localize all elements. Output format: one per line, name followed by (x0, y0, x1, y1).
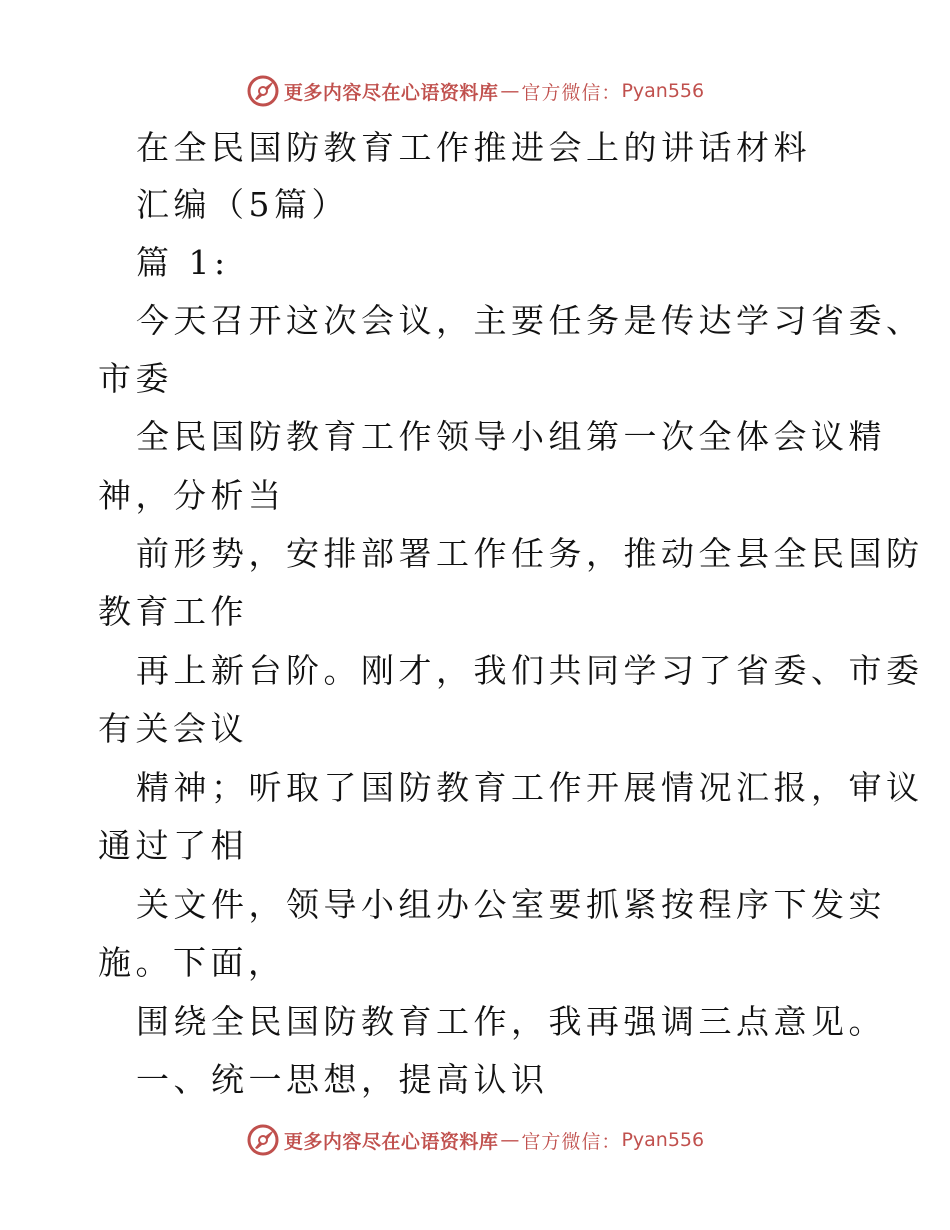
paragraph-line: 前形势，安排部署工作任务，推动全县全民国防 (136, 534, 924, 573)
footer-separator: — (500, 1129, 520, 1151)
title-line-2: 汇编（5篇） (136, 185, 349, 224)
subheading-line: 一、统一思想，提高认识 (136, 1060, 549, 1099)
paragraph-line: 今天召开这次会议，主要任务是传达学习省委、 (136, 301, 924, 340)
footer-wechat-id: Pyan556 (621, 1129, 705, 1151)
paragraph-line: 围绕全民国防教育工作，我再强调三点意见。 (136, 1002, 886, 1041)
footer-watermark-banner (0, 1120, 950, 1160)
footer-wechat-label: 官方微信： (521, 1130, 622, 1153)
paragraph-line: 施。下面， (98, 943, 286, 982)
paragraph-line: 有关会议 (98, 709, 248, 748)
paragraph-line: 精神；听取了国防教育工作开展情况汇报，审议 (136, 768, 924, 807)
header-wechat-id: Pyan556 (621, 80, 705, 102)
paragraph-line: 教育工作 (98, 592, 248, 631)
feather-logo-icon (246, 74, 280, 108)
paragraph-line: 再上新台阶。刚才，我们共同学习了省委、市委 (136, 651, 924, 690)
feather-logo-icon (246, 1123, 280, 1157)
header-wechat-label: 官方微信： (521, 81, 622, 104)
paragraph-line: 关文件，领导小组办公室要抓紧按程序下发实 (136, 885, 886, 924)
section-heading: 篇 1: (136, 243, 230, 282)
paragraph-line: 通过了相 (98, 826, 248, 865)
title-line-1: 在全民国防教育工作推进会上的讲话材料 (136, 128, 811, 167)
paragraph-line: 神，分析当 (98, 476, 286, 515)
header-watermark-banner (0, 71, 950, 111)
footer-site-name: 更多内容尽在心语资料库 (283, 1130, 499, 1153)
paragraph-line: 市委 (98, 359, 173, 398)
paragraph-line: 全民国防教育工作领导小组第一次全体会议精 (136, 417, 886, 456)
header-site-name: 更多内容尽在心语资料库 (283, 81, 499, 104)
header-separator: — (500, 80, 520, 102)
